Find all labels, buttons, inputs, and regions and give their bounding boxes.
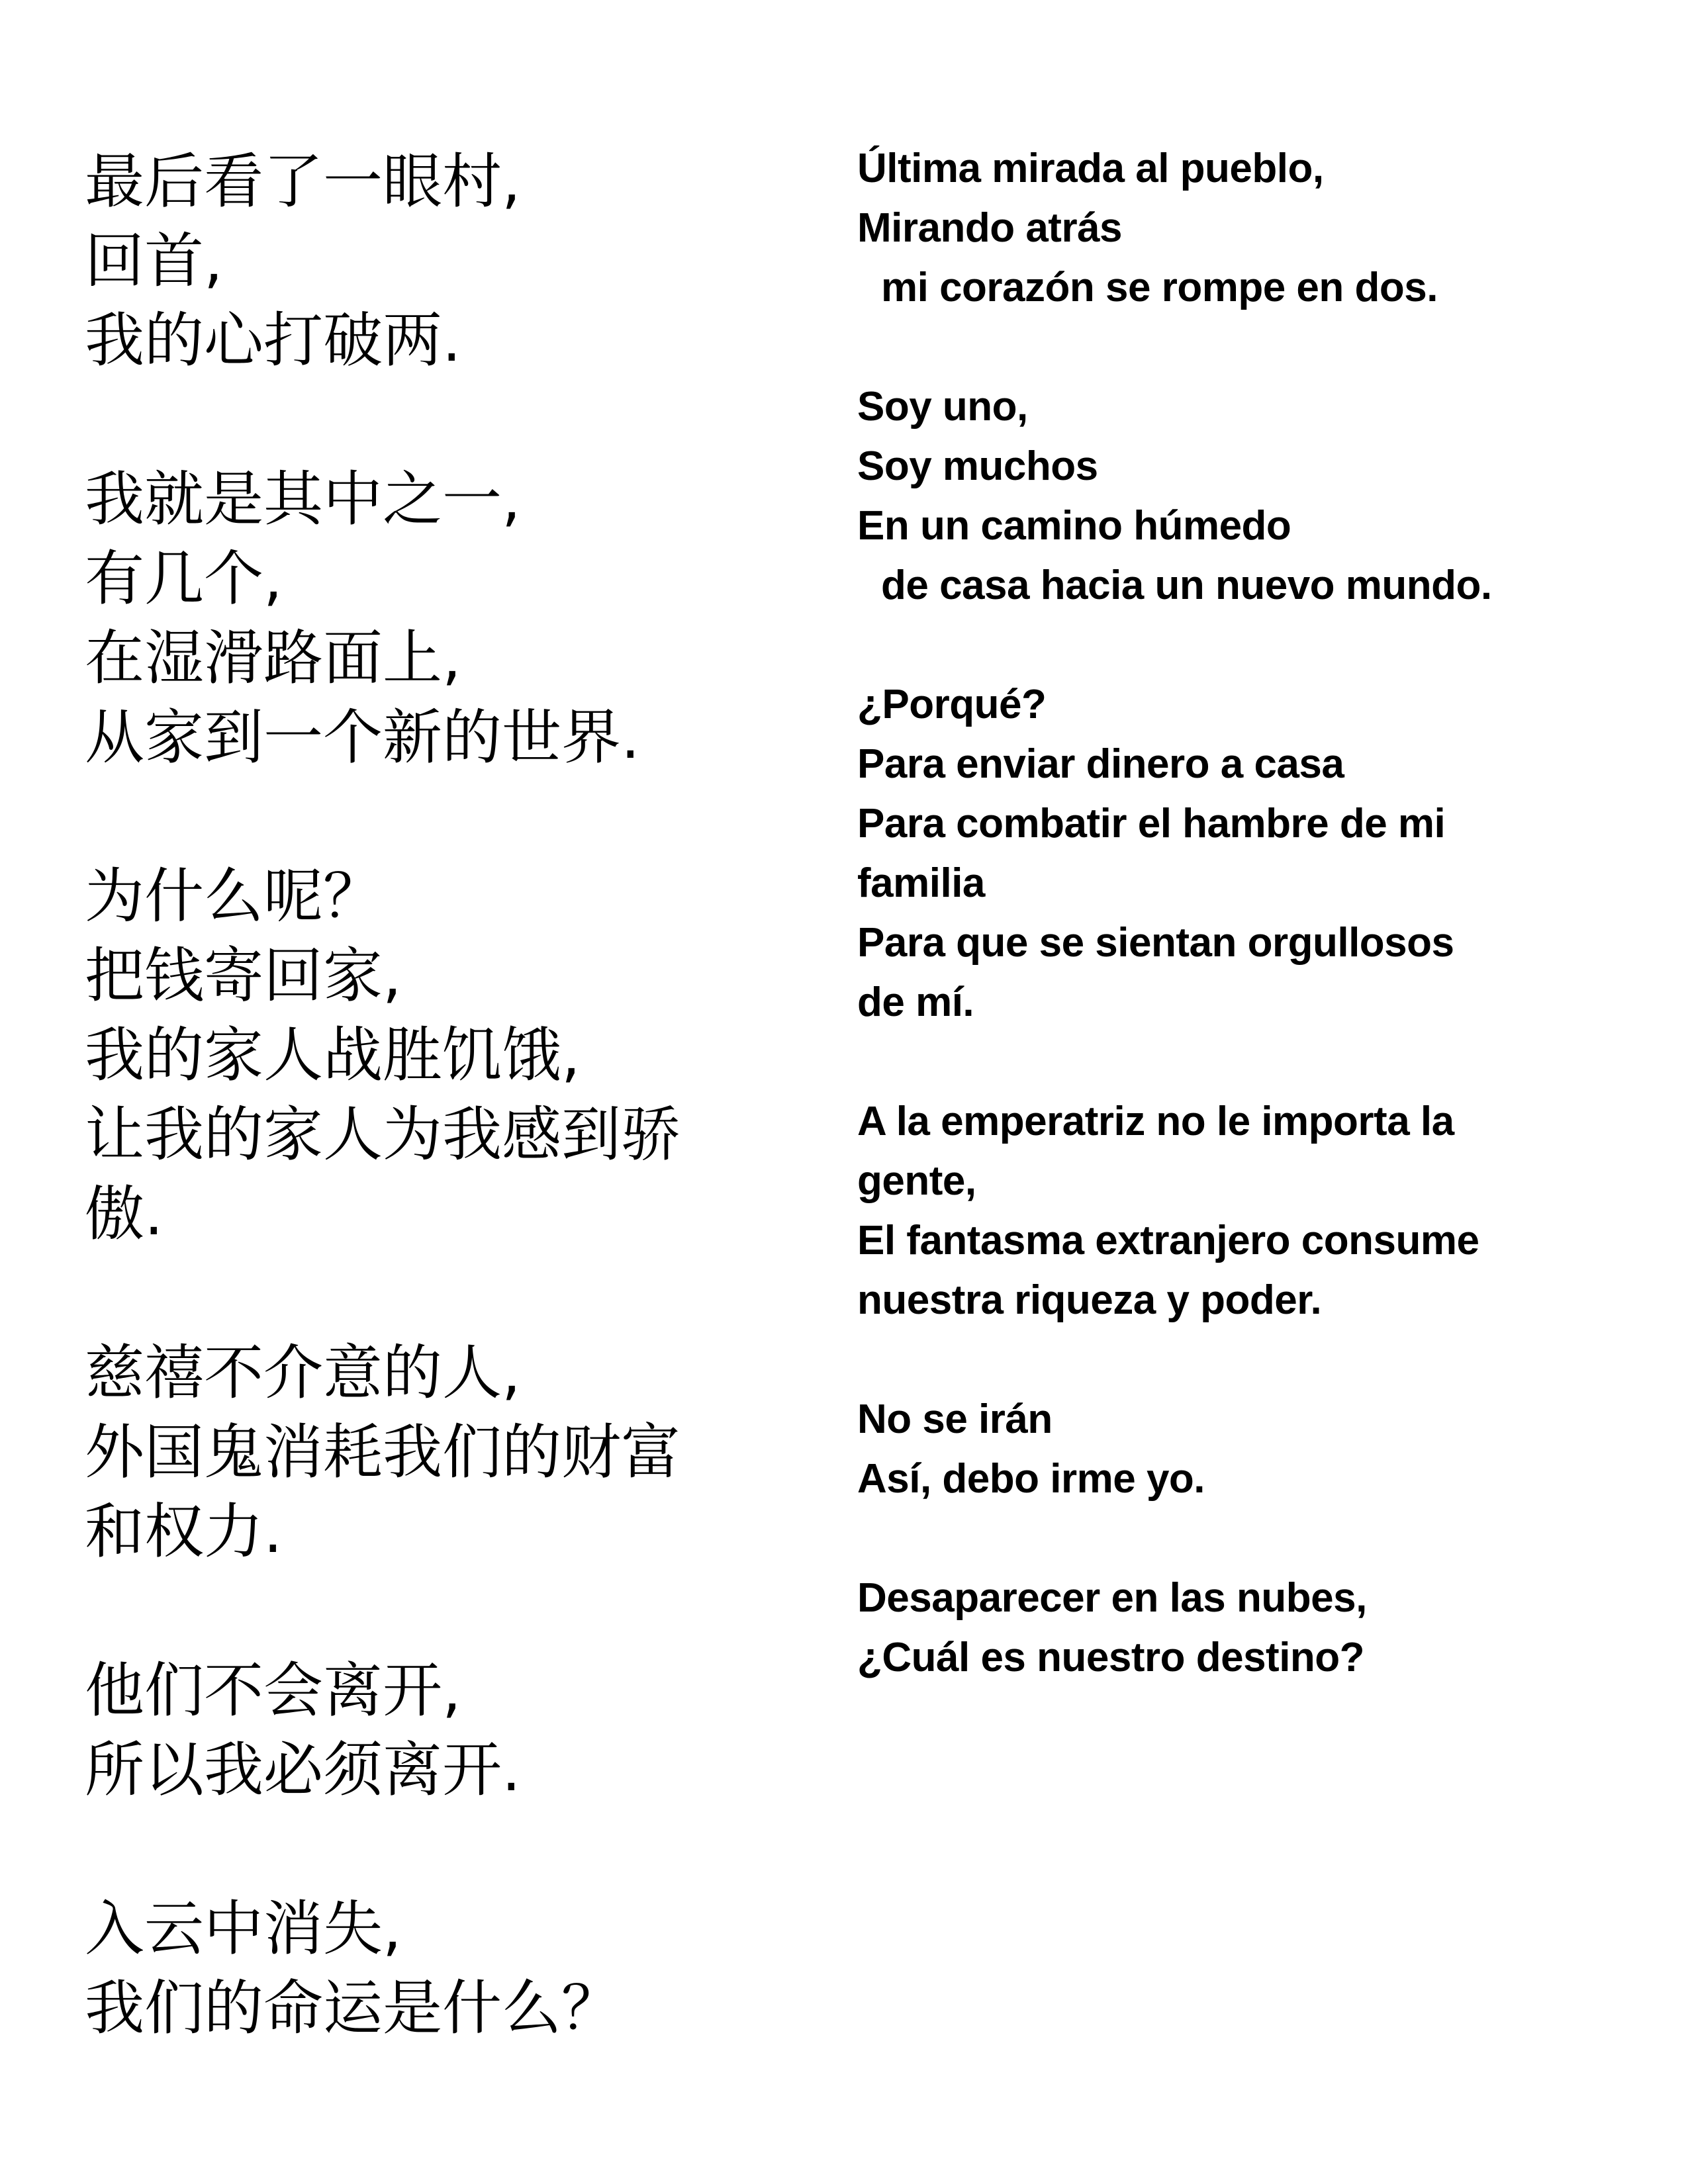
poem-line: A la emperatriz no le importa la	[857, 1099, 1454, 1144]
poem-line: 外国鬼消耗我们的财富	[85, 1418, 680, 1487]
poem-line: 为什么呢？	[85, 862, 383, 931]
poem-line: 有几个,	[85, 544, 283, 614]
poem-line: 我的心打破两.	[85, 306, 461, 375]
poem-line: gente,	[857, 1158, 976, 1204]
poem-line: ¿Porqué?	[857, 682, 1047, 727]
poem-line: Soy muchos	[857, 443, 1098, 489]
poem-line: 在湿滑路面上,	[85, 623, 461, 693]
poem-line: Así, debo irme yo.	[857, 1456, 1205, 1502]
poem-line: 所以我必须离开.	[85, 1735, 521, 1805]
poem-line: 他们不会离开,	[85, 1656, 461, 1725]
poem-line: 我的家人战胜饥饿,	[85, 1021, 581, 1090]
poem-line: Última mirada al pueblo,	[857, 146, 1324, 191]
poem-line: 傲.	[85, 1179, 164, 1249]
poem-line: 让我的家人为我感到骄	[85, 1100, 680, 1169]
poem-line: 我就是其中之一,	[85, 465, 521, 534]
poem-line: 回首,	[85, 226, 223, 296]
poem-line: No se irán	[857, 1396, 1053, 1442]
poem-line: nuestra riqueza y poder.	[857, 1277, 1322, 1323]
poem-line: 从家到一个新的世界.	[85, 703, 640, 772]
poem-line: de mí.	[857, 979, 974, 1025]
poem-line: 入云中消失,	[85, 1894, 402, 1964]
poem-line: Mirando atrás	[857, 205, 1123, 251]
poem-line: Soy uno,	[857, 384, 1028, 430]
poem-line: El fantasma extranjero consume	[857, 1218, 1479, 1263]
poem-line: 和权力.	[85, 1497, 283, 1567]
poem-line: Para que se sientan orgullosos	[857, 920, 1454, 966]
poem-line: Desaparecer en las nubes,	[857, 1575, 1367, 1621]
poem-line: Para enviar dinero a casa	[857, 741, 1344, 787]
poem-line: familia	[857, 860, 985, 906]
poem-line: mi corazón se rompe en dos.	[881, 265, 1438, 310]
poem-line: En un camino húmedo	[857, 503, 1291, 549]
poem-line: 慈禧不介意的人,	[85, 1338, 521, 1408]
poem-line: 我们的命运是什么？	[85, 1974, 621, 2043]
poem-line: 把钱寄回家,	[85, 941, 402, 1011]
poem-line: 最后看了一眼村,	[85, 147, 521, 216]
poem-line: ¿Cuál es nuestro destino?	[857, 1635, 1365, 1680]
poem-line: de casa hacia un nuevo mundo.	[881, 563, 1492, 608]
poem-line: Para combatir el hambre de mi	[857, 801, 1446, 846]
